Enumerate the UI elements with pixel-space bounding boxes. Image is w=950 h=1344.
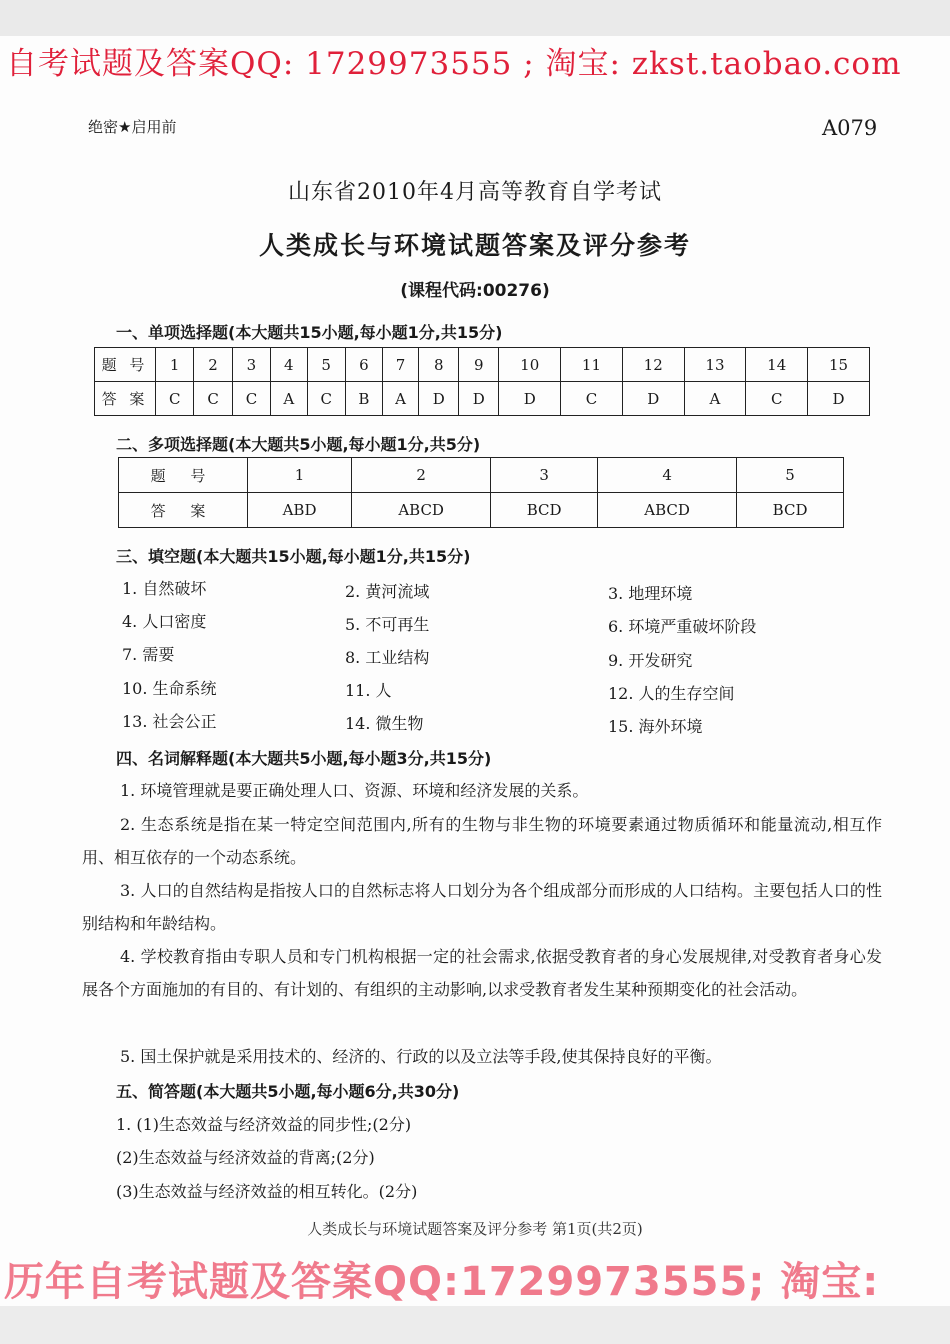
answer-cell: BCD [491,493,598,528]
answer-cell: D [808,382,870,416]
exam-title: 人类成长与环境试题答案及评分参考 [258,231,691,260]
definition-paragraph [82,808,882,874]
answer-cell: D [622,382,684,416]
table-row-answers [119,493,844,528]
question-number: 2 [194,348,232,382]
table-row-numbers [95,348,870,382]
question-number: 5 [737,458,844,493]
page-footer: 人类成长与环境试题答案及评分参考 第1页(共2页) [307,1220,643,1238]
section2-title: 二、多项选择题(本大题共5小题,每小题1分,共5分) [116,435,481,454]
watermark-banner-top: 自考试题及答案QQ: 1729973555 ; 淘宝: zkst.taobao.com [6,46,902,78]
answer-cell: A [382,382,418,416]
short-answer-line: (3)生态效益与经济效益的相互转化。(2分) [116,1182,418,1201]
fill-answer: 14. 微生物 [345,714,424,733]
fill-answer: 13. 社会公正 [122,712,217,731]
question-number: 4 [598,458,737,493]
definition-text: 5. 国土保护就是采用技术的、经济的、行政的以及立法等手段,使其保持良好的平衡。 [120,1047,722,1066]
section4-title: 四、名词解释题(本大题共5小题,每小题3分,共15分) [116,749,492,768]
question-number: 11 [561,348,623,382]
row-label-answer: 答 案 [119,493,248,528]
question-number: 1 [248,458,352,493]
fill-answer: 4. 人口密度 [122,612,207,631]
question-number: 9 [459,348,499,382]
definition-paragraph [82,1040,882,1073]
fill-answer: 5. 不可再生 [345,615,430,634]
row-label-number: 题 号 [119,458,248,493]
answer-cell: C [307,382,345,416]
question-number: 14 [746,348,808,382]
answer-cell: BCD [737,493,844,528]
answer-cell: D [459,382,499,416]
single-choice-answer-table [94,347,870,416]
fill-answer: 11. 人 [345,681,392,700]
question-number: 10 [499,348,561,382]
fill-answer: 12. 人的生存空间 [608,684,735,703]
answer-cell: D [419,382,459,416]
answer-cell: A [271,382,307,416]
fill-answer: 15. 海外环境 [608,717,703,736]
table-row-numbers [119,458,844,493]
answer-cell: C [561,382,623,416]
question-number: 1 [156,348,194,382]
paper-code: A079 [822,116,878,140]
answer-cell: C [232,382,270,416]
row-label-answer: 答 案 [95,382,156,416]
confidential-label: 绝密★启用前 [88,118,177,136]
answer-cell: ABCD [598,493,737,528]
fill-answer: 1. 自然破坏 [122,579,207,598]
watermark-banner-bottom: 历年自考试题及答案QQ:1729973555; 淘宝: [4,1259,880,1302]
question-number: 5 [307,348,345,382]
question-number: 8 [419,348,459,382]
row-label-number: 题 号 [95,348,156,382]
short-answer-line: 1. (1)生态效益与经济效益的同步性;(2分) [116,1115,412,1134]
definition-paragraph [82,874,882,940]
fill-answer: 7. 需要 [122,645,175,664]
definition-text: 2. 生态系统是指在某一特定空间范围内,所有的生物与非生物的环境要素通过物质循环和能量流动,相互作用、相互依存的一个动态系统。 [82,815,882,867]
definition-text: 3. 人口的自然结构是指按人口的自然标志将人口划分为各个组成部分而形成的人口结构。主要包括人口的性别结构和年龄结构。 [82,881,882,933]
fill-answer: 10. 生命系统 [122,679,217,698]
question-number: 4 [271,348,307,382]
question-number: 2 [352,458,491,493]
multiple-choice-answer-table [118,457,844,528]
fill-answer: 6. 环境严重破坏阶段 [608,617,757,636]
question-number: 6 [345,348,382,382]
question-number: 7 [382,348,418,382]
answer-cell: A [684,382,746,416]
question-number: 12 [622,348,684,382]
answer-cell: D [499,382,561,416]
section1-title: 一、单项选择题(本大题共15小题,每小题1分,共15分) [116,323,503,342]
answer-cell: ABCD [352,493,491,528]
answer-cell: C [194,382,232,416]
fill-answer: 8. 工业结构 [345,648,430,667]
answer-cell: ABD [248,493,352,528]
section5-title: 五、简答题(本大题共5小题,每小题6分,共30分) [116,1082,460,1101]
answer-cell: B [345,382,382,416]
answer-cell: C [156,382,194,416]
exam-subtitle: 山东省2010年4月高等教育自学考试 [288,180,662,205]
question-number: 15 [808,348,870,382]
question-number: 3 [491,458,598,493]
short-answer-line: (2)生态效益与经济效益的背离;(2分) [116,1148,375,1167]
fill-answer: 2. 黄河流域 [345,582,430,601]
definition-text: 1. 环境管理就是要正确处理人口、资源、环境和经济发展的关系。 [120,781,589,800]
fill-answer: 3. 地理环境 [608,584,693,603]
fill-answer: 9. 开发研究 [608,651,693,670]
question-number: 13 [684,348,746,382]
table-row-answers [95,382,870,416]
definition-paragraph [82,774,882,807]
definition-text: 4. 学校教育指由专职人员和专门机构根据一定的社会需求,依据受教育者的身心发展规律,对受教育者身心发展各个方面施加的有目的、有计划的、有组织的主动影响,以求受教育者发生某种预期变化的社会活动。 [82,947,882,999]
definition-paragraph [82,940,882,1006]
answer-cell: C [746,382,808,416]
course-code: (课程代码:00276) [400,281,550,301]
section3-title: 三、填空题(本大题共15小题,每小题1分,共15分) [116,547,471,566]
question-number: 3 [232,348,270,382]
